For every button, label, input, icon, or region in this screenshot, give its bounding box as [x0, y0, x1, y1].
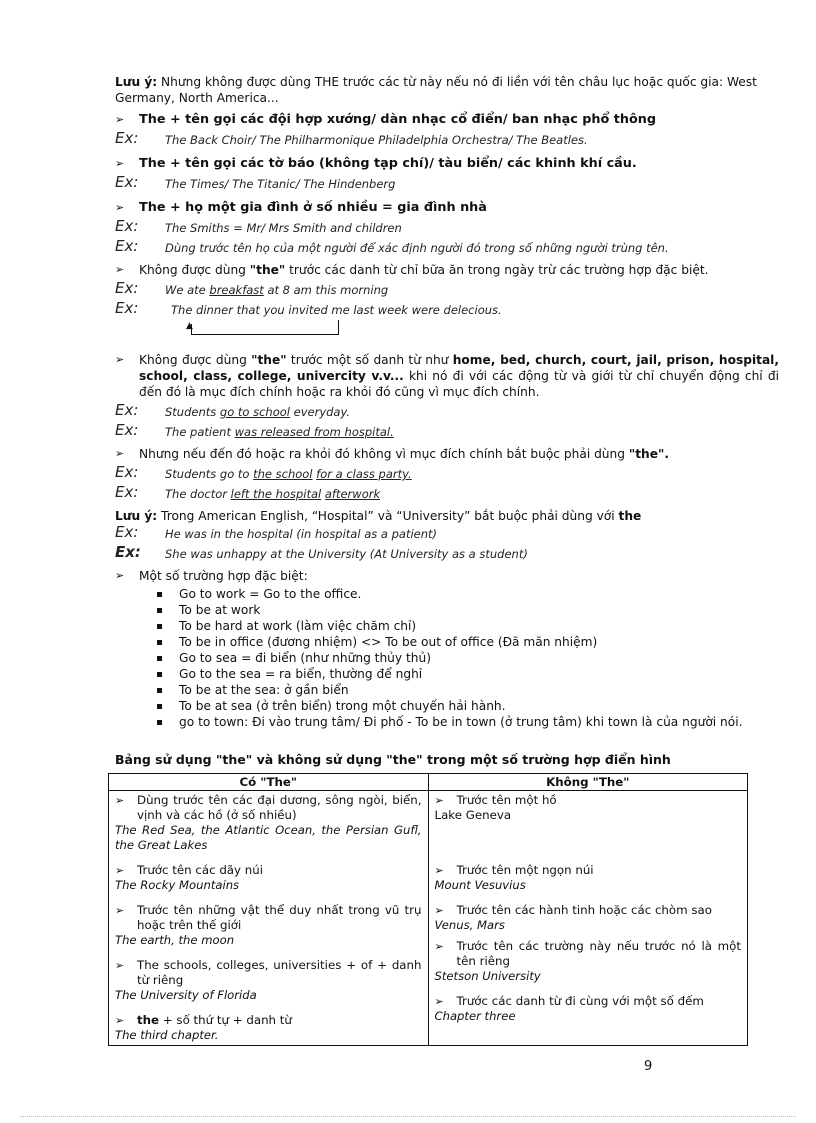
list-item: To be at the sea: ở gần biển	[115, 682, 779, 698]
example-line: Ex: Dùng trước tên họ của một người để xác định người đó trong số những người trùng tên.	[115, 237, 669, 255]
table-item: ➢ Trước tên một ngọn núi Mount Vesuvius	[434, 863, 594, 892]
table-item: ➢ Trước tên các hành tinh hoặc các chòm sao Venus, Mars	[434, 903, 712, 932]
table-item: ➢ Trước tên những vật thể duy nhất trong vũ trụ hoặc trên thế giới The earth, the moon	[115, 903, 422, 947]
arrow-icon: ➢	[115, 113, 125, 126]
arrow-icon: ➢	[115, 447, 125, 460]
column-header-with-the: Có "The"	[109, 774, 429, 791]
list-item: To be hard at work (làm việc chăm chỉ)	[115, 618, 779, 634]
arrow-annotation	[185, 320, 779, 346]
example-line: Ex: The dinner that you invited me last week were delecious.	[115, 299, 502, 317]
rule-newspapers: ➢ The + tên gọi các tờ báo (không tạp chí)/ tàu biển/ các khinh khí cầu.	[115, 156, 637, 171]
list-item: Go to the sea = ra biển, thường để nghỉ	[115, 666, 779, 682]
column-header-without-the: Không "The"	[428, 774, 748, 791]
example-line: Ex: Students go to the school for a class party.	[115, 463, 412, 481]
american-english-note: Lưu ý: Trong American English, “Hospital” và “University” bắt buộc phải dùng với the	[115, 509, 642, 523]
example-line: Ex: The Back Choir/ The Philharmonique Philadelphia Orchestra/ The Beatles.	[115, 129, 588, 147]
note-label: Lưu ý:	[115, 75, 158, 89]
rule-families: ➢ The + họ một gia đình ở số nhiều = gia đình nhà	[115, 200, 487, 215]
list-item: go to town: Đi vào trung tâm/ Đi phố - To be in town (ở trung tâm) khi town là của người nói.	[115, 714, 779, 730]
example-line: Ex: We ate breakfast at 8 am this morning	[115, 279, 389, 297]
rule-meals: ➢ Không được dùng "the" trước các danh từ chỉ bữa ăn trong ngày trừ các trường hợp đặc biệt.	[115, 263, 709, 277]
page-content	[115, 74, 779, 784]
rule-institution-nouns: ➢ Không được dùng "the" trước một số danh từ như home, bed, church, court, jail, prison, hospital, school, class, college, univercity v.v... khi nó đi với các động từ và giới từ chỉ chuyển động chỉ đi đến đó là mục đích chính hoặc ra khỏi đó cũng vì mục đích chính.	[115, 353, 779, 399]
arrow-icon: ➢	[115, 263, 125, 276]
with-the-cell	[109, 791, 429, 1046]
table-item: ➢ The schools, colleges, universities + of + danh từ riêng The University of Florida	[115, 958, 422, 1002]
table-item: ➢ Dùng trước tên các đại dương, sông ngòi, biển, vịnh và các hồ (ở số nhiều) The Red Sea, the Atlantic Ocean, the Persian Gufl, the Great Lakes	[115, 793, 422, 852]
table-item: ➢ Trước tên các trường này nếu trước nó là một tên riêng Stetson University	[434, 939, 741, 983]
footer-divider	[20, 1116, 796, 1117]
up-arrow-icon: ▲	[186, 321, 193, 331]
example-line: Ex: He was in the hospital (in hospital as a patient)	[115, 523, 438, 541]
rule-non-purpose: ➢ Nhưng nếu đến đó hoặc ra khỏi đó không vì mục đích chính bắt buộc phải dùng "the".	[115, 447, 669, 461]
example-line: Ex: The Times/ The Titanic/ The Hindenberg	[115, 173, 396, 191]
list-item: To be at sea (ở trên biển) trong một chuyến hải hành.	[115, 698, 779, 714]
page-number: 9	[644, 1059, 653, 1074]
comparison-table	[108, 773, 748, 1046]
note-text: Nhưng không được dùng THE trước các từ này nếu nó đi liền với tên châu lục hoặc quốc gia: West Germany, North America...	[115, 75, 757, 105]
arrow-icon: ➢	[115, 157, 125, 170]
list-item: Go to sea = đi biển (như những thủy thủ)	[115, 650, 779, 666]
arrow-icon: ➢	[115, 201, 125, 214]
table-item: ➢ Trước các danh từ đi cùng với một số đếm Chapter three	[434, 994, 704, 1023]
example-line: Ex: The doctor left the hospital afterwork	[115, 483, 381, 501]
table-title: Bảng sử dụng "the" và không sử dụng "the" trong một số trường hợp điển hình	[115, 752, 671, 767]
example-line: Ex: The Smiths = Mr/ Mrs Smith and children	[115, 217, 402, 235]
example-line: Ex: The patient was released from hospital.	[115, 421, 394, 439]
list-item: To be in office (đương nhiệm) <> To be out of office (Đã mãn nhiệm)	[115, 634, 779, 650]
example-line: Ex: She was unhappy at the University (At University as a student)	[115, 543, 528, 561]
list-item: To be at work	[115, 602, 779, 618]
arrow-icon: ➢	[115, 569, 125, 582]
intro-note	[115, 74, 779, 106]
arrow-icon: ➢	[115, 353, 125, 366]
example-line: Ex: Students go to school everyday.	[115, 401, 351, 419]
without-the-cell	[428, 791, 748, 1046]
table-item: ➢ Trước tên các dãy núi The Rocky Mountains	[115, 863, 263, 892]
table-item: ➢ the + số thứ tự + danh từ The third chapter.	[115, 1013, 292, 1042]
rule-choirs: ➢ The + tên gọi các đội hợp xướng/ dàn nhạc cổ điển/ ban nhạc phổ thông	[115, 112, 657, 127]
special-cases: ➢ Một số trường hợp đặc biệt:	[115, 569, 308, 583]
table-item: ➢ Trước tên một hồ Lake Geneva	[434, 793, 557, 822]
list-item: Go to work = Go to the office.	[115, 586, 779, 602]
